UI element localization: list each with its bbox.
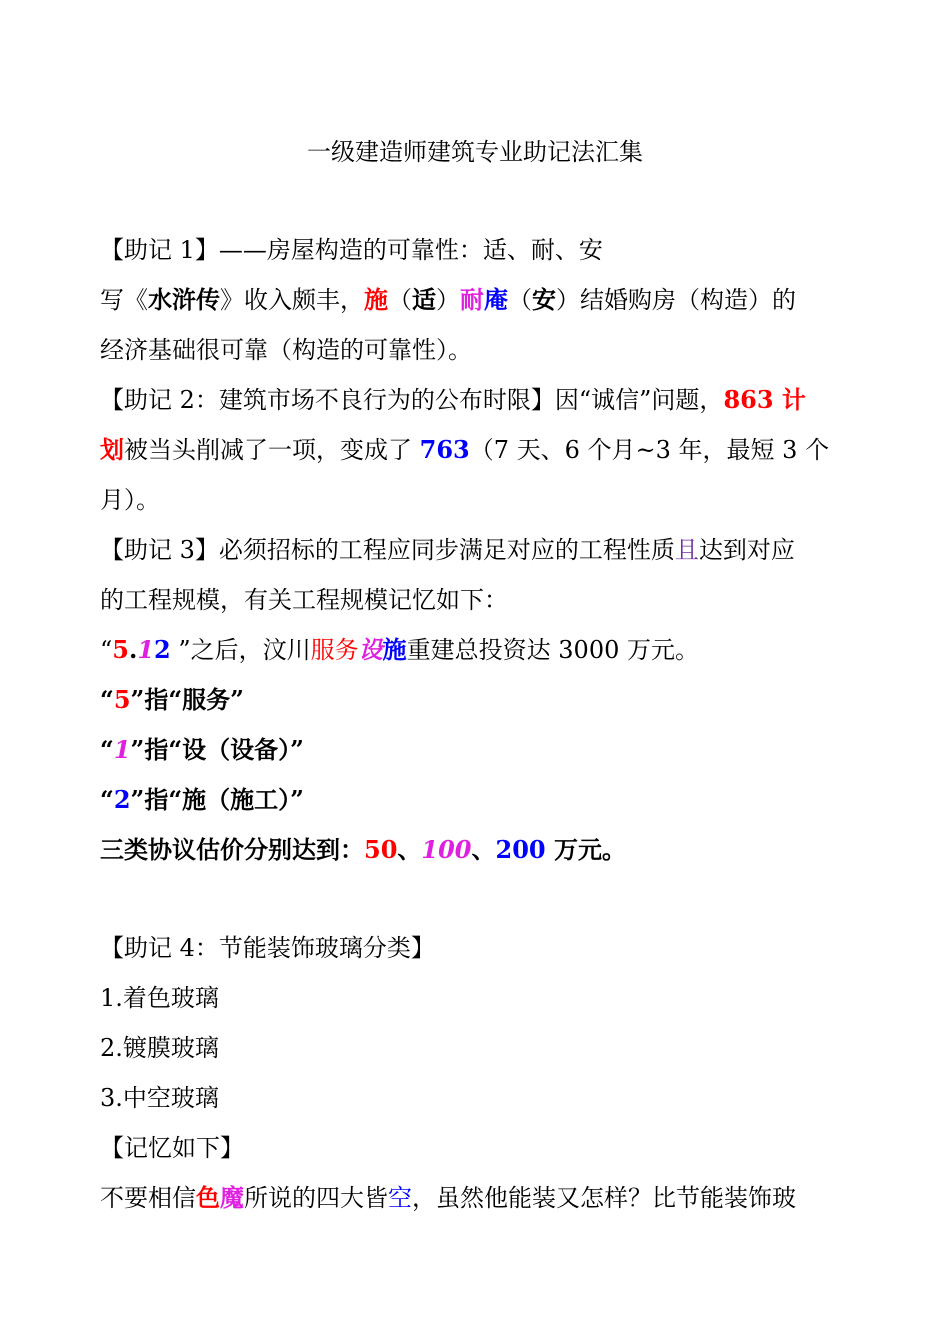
memo-heading: 【记忆如下】 [100,1134,244,1162]
text-run: ”指“服务” [130,685,244,714]
mnemonic-4-heading: 【助记 4：节能装饰玻璃分类】 [100,934,435,962]
text-run: 不要相信 [100,1184,196,1212]
text-run: . [128,635,138,664]
text-run: 设 [358,635,383,664]
mnemonic-3-line-1 [100,532,860,568]
text-run: 魔 [220,1183,244,1212]
text-run: 施 [364,285,388,314]
text-run: 1 [113,735,131,764]
text-run: ） [436,286,460,314]
mnemonic-1-line-1 [100,282,860,318]
text-run: 763 [419,435,470,464]
page-title: 一级建造师建筑专业助记法汇集 [307,138,643,166]
text-run: 5 [113,685,131,714]
text-run: （ [508,286,532,314]
text-run: 达到对应 [698,536,795,564]
mnemonic-3-line-4 [100,682,860,718]
text-run: 写《 [100,286,148,314]
mnemonic-2-line-3: 月）。 [100,486,160,514]
text-run: 庵 [484,285,508,314]
text-run: 重建总投资达 3000 万元。 [406,636,699,664]
list-item: 3.中空玻璃 [100,1084,219,1112]
text-run: （ [388,286,412,314]
mnemonic-3-line-7 [100,832,860,868]
mnemonic-3-line-5 [100,732,860,768]
text-run: 空 [388,1184,412,1212]
mnemonic-3-line-2: 的工程规模，有关工程规模记忆如下： [100,586,508,614]
list-item: 1.着色玻璃 [100,984,219,1012]
text-run: 200 [495,835,546,864]
text-run: 863 计 [723,385,806,414]
text-run: 、 [471,835,496,864]
text-run: 1 [137,635,155,664]
text-run: 50 [364,835,398,864]
mnemonic-1-heading: 【助记 1】——房屋构造的可靠性：适、耐、安 [100,236,603,264]
list-item: 2.镀膜玻璃 [100,1034,219,1062]
mnemonic-4-line-1 [100,1180,860,1216]
text-run: （7 天、6 个月~3 年，最短 3 个 [469,436,830,464]
mnemonic-3-line-6 [100,782,860,818]
text-run: 耐 [460,285,484,314]
text-run: 水浒传 [148,285,220,314]
text-run: 2 [113,785,131,814]
text-run: “ [100,735,114,764]
text-run: 服务 [310,636,359,664]
mnemonic-1-line-2: 经济基础很可靠（构造的可靠性）。 [100,336,472,364]
mnemonic-3-line-3 [100,632,860,668]
text-run: 》收入颇丰， [220,286,364,314]
text-run: 、 [397,835,422,864]
text-run: 安 [532,285,556,314]
text-run: ”之后，汶川 [170,636,311,664]
text-run: 所说的四大皆 [244,1184,388,1212]
text-run: 100 [421,835,472,864]
text-run: 适 [412,285,436,314]
mnemonic-2-line-2 [100,432,860,468]
text-run: 被当头削减了一项，变成了 [124,436,420,464]
text-run: ”指“施（施工）” [130,785,304,814]
text-run: 施 [382,635,407,664]
text-run: “ [100,785,114,814]
text-run: 万元。 [545,835,626,864]
text-run: 2 [154,635,171,664]
text-run: ”指“设（设备）” [130,735,304,764]
text-run: 【助记 3】必须招标的工程应同步满足对应的工程性质 [100,536,675,564]
text-run: 划 [100,435,124,464]
mnemonic-2-line-1 [100,382,860,418]
text-run: 【助记 2：建筑市场不良行为的公布时限】因“诚信”问题， [100,386,724,414]
text-run: 5 [112,635,129,664]
text-run: 三类协议估价分别达到： [100,835,364,864]
text-run: “ [100,685,114,714]
text-run: ，虽然他能装又怎样？比节能装饰玻 [412,1184,796,1212]
text-run: ）结婚购房（构造）的 [556,286,796,314]
text-run: 且 [674,536,699,564]
text-run: 色 [196,1183,220,1212]
text-run: “ [100,636,113,664]
